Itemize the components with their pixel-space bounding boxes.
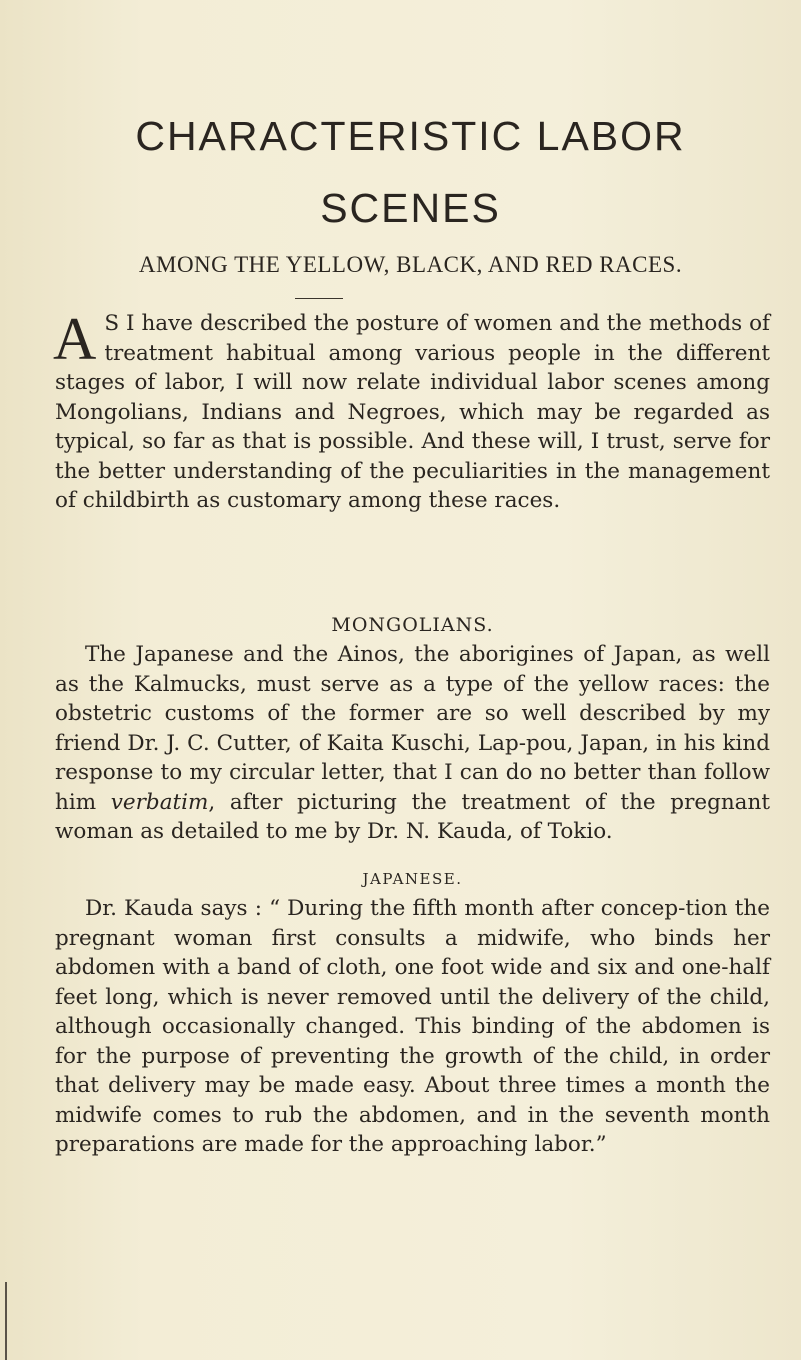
mongolians-text-start: The Japanese and the Ainos, the aborigines of Japan, as well as the Kalmucks, must serve as a type of the yellow races: the obstetric customs of the former are so well described by my friend Dr. J. C. Cutter, of Kaita Kuschi, Lap-pou, Japan, in his kind response to my circular letter, that I can do no better than follow him [55,642,770,815]
section-heading-japanese: JAPANESE. [362,870,463,888]
japanese-paragraph: Dr. Kauda says : “ During the fifth month after concep-tion the pregnant woman first consults a midwife, who binds her abdomen with a band of cloth, one foot wide and six and one-half feet long, which is never removed until the delivery of the child, although occasionally changed. This binding of the abdomen is for the purpose of preventing the growth of the child, in order that delivery may be made easy. About three times a month the midwife comes to rub the abdomen, and in the seventh month preparations are made for the approaching labor.” [55,896,770,1157]
intro-paragraph [53,306,770,516]
title-rule-divider [295,298,343,299]
chapter-title-line2: SCENES [320,185,501,231]
section-heading-mongolians: MONGOLIANS. [331,614,494,636]
mongolians-italic-word: verbatim [110,789,209,815]
intro-paragraph-text: S I have described the posture of women and the methods of treatment habitual among various people in the different stages of labor, I will now relate individual labor scenes among Mongolians, Indians and Negroes, which may be regarded as typical, so far as that is possible. And these will, I trust, serve for the better understanding of the peculiarities in the management of childbirth as customary among these races. [55,311,770,513]
drop-cap: A [53,306,97,372]
chapter-subtitle: AMONG THE YELLOW, BLACK, AND RED RACES. [138,252,683,277]
chapter-title-line1: CHARACTERISTIC LABOR [135,113,686,159]
mongolians-paragraph [55,640,770,847]
page-edge-mark [5,1282,7,1360]
mongolians-text-end: , after picturing the treatment of the pregnant woman as detailed to me by Dr. N. Kauda, of Tokio. [55,789,770,844]
